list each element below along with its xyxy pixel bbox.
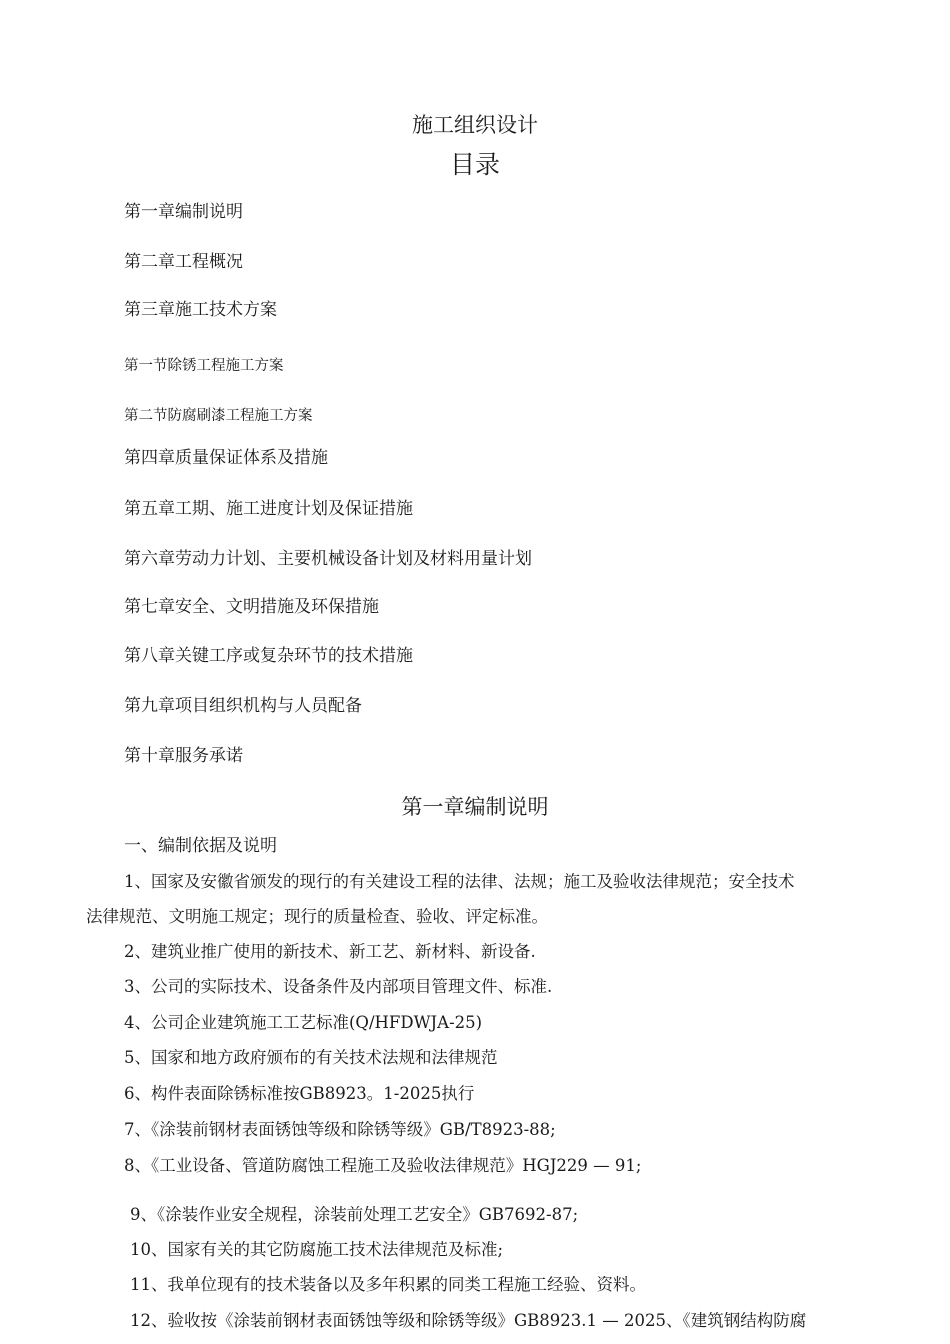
toc-item: 第七章安全、文明措施及环保措施 [124, 597, 379, 617]
list-item: 11、我单位现有的技术装备以及多年积累的同类工程施工经验、资料。 [130, 1275, 646, 1294]
toc-item: 第一章编制说明 [124, 202, 243, 222]
toc-item: 第六章劳动力计划、主要机械设备计划及材料用量计划 [124, 549, 532, 569]
list-item: 2、建筑业推广使用的新技术、新工艺、新材料、新设备. [124, 942, 536, 961]
paragraph-line: 法律规范、文明施工规定；现行的质量检查、验收、评定标准。 [86, 907, 548, 926]
toc-subitem: 第二节防腐刷漆工程施工方案 [124, 408, 313, 424]
list-item: 6、构件表面除锈标准按GB8923。1-2025执行 [124, 1084, 475, 1103]
toc-item: 第九章项目组织机构与人员配备 [124, 696, 362, 716]
toc-item: 第五章工期、施工进度计划及保证措施 [124, 499, 413, 519]
document-title: 施工组织设计 [412, 113, 538, 137]
toc-item: 第三章施工技术方案 [124, 300, 277, 320]
toc-item: 第八章关键工序或复杂环节的技术措施 [124, 646, 413, 666]
toc-item: 第四章质量保证体系及措施 [124, 448, 328, 468]
list-item: 5、国家和地方政府颁布的有关技术法规和法律规范 [124, 1048, 498, 1067]
list-item: 12、验收按《涂装前钢材表面锈蚀等级和除锈等级》GB8923.1 — 2025、《建筑钢结构防腐 [130, 1311, 807, 1330]
toc-subitem: 第一节除锈工程施工方案 [124, 358, 284, 374]
section-heading: 一、编制依据及说明 [124, 836, 277, 856]
list-item: 10、国家有关的其它防腐施工技术法律规范及标准; [130, 1240, 504, 1259]
toc-item: 第二章工程概况 [124, 252, 243, 272]
paragraph-line: 1、国家及安徽省颁发的现行的有关建设工程的法律、法规；施工及验收法律规范；安全技术 [124, 872, 795, 891]
list-item: 9、《涂装作业安全规程，涂装前处理工艺安全》GB7692-87; [130, 1205, 579, 1224]
toc-item: 第十章服务承诺 [124, 746, 243, 766]
list-item: 8、《工业设备、管道防腐蚀工程施工及验收法律规范》HGJ229 — 91; [124, 1156, 642, 1175]
chapter-title: 第一章编制说明 [401, 795, 549, 819]
toc-heading: 目录 [449, 150, 500, 179]
list-item: 3、公司的实际技术、设备条件及内部项目管理文件、标准. [124, 977, 553, 996]
list-item: 7、《涂装前钢材表面锈蚀等级和除锈等级》GB/T8923-88; [124, 1120, 556, 1139]
list-item: 4、公司企业建筑施工工艺标准(Q/HFDWJA-25) [124, 1013, 483, 1032]
